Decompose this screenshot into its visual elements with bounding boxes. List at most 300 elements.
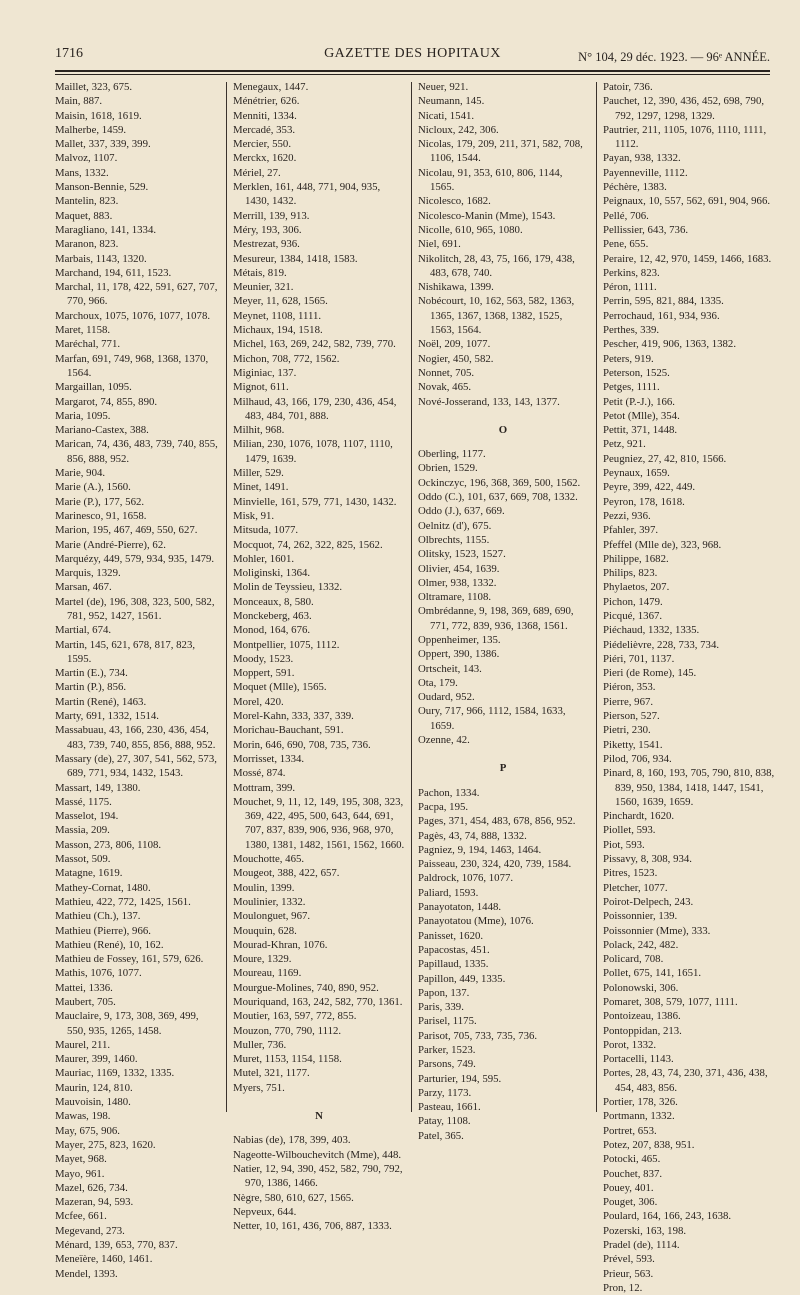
index-entry: Péron, 1111. (603, 281, 657, 294)
index-entry: Piéri, 701, 1137. (603, 652, 675, 665)
index-entry: Morel, 420. (233, 695, 284, 708)
index-entry: Prieur, 563. (603, 1267, 654, 1280)
index-entry: Obrien, 1529. (418, 462, 478, 475)
index-entry: Philippe, 1682. (603, 552, 669, 565)
index-entry: Pinard, 8, 160, 193, 705, 790, 810, 838, 839, 950, 1384, 1418, 1447, 1541, 1560, 1639, 1659. (603, 767, 775, 808)
index-entry: Oudard, 952. (418, 691, 475, 704)
index-entry: Misk, 91. (233, 509, 275, 522)
index-entry: Martial, 674. (55, 624, 112, 637)
header-rule (55, 70, 770, 72)
index-entry: Marchoux, 1075, 1076, 1077, 1078. (55, 309, 211, 322)
index-entry: Peyron, 178, 1618. (603, 495, 685, 508)
index-entry: Marquis, 1329. (55, 567, 121, 580)
index-entry: Martin (René), 1463. (55, 695, 147, 708)
issue-info: N° 104, 29 déc. 1923. — 96ᵉ ANNÉE. (578, 50, 770, 64)
index-entry: Maréchal, 771. (55, 338, 121, 351)
index-entry: Pfahler, 397. (603, 524, 659, 537)
index-entry: Michel, 163, 269, 242, 582, 739, 770. (233, 338, 396, 351)
index-entry: Mignot, 611. (233, 381, 289, 394)
index-entry: Petz, 921. (603, 438, 646, 451)
index-entry: Poissonnier, 139. (603, 910, 678, 923)
index-entry: Peyre, 399, 422, 449. (603, 481, 696, 494)
index-entry: Morichau-Bauchant, 591. (233, 724, 344, 737)
index-entry: Martin (E.), 734. (55, 667, 128, 680)
index-entry: Peugniez, 27, 42, 810, 1566. (603, 452, 727, 465)
index-entry: Mazeran, 94, 593. (55, 1196, 134, 1209)
index-entry: Milhaud, 43, 166, 179, 230, 436, 454, 483, 484, 701, 888. (233, 395, 397, 422)
index-entry: Nageotte-Wilbouchevitch (Mme), 448. (233, 1148, 402, 1161)
index-entry: Peterson, 1525. (603, 366, 670, 379)
page-header (55, 40, 770, 66)
index-entry: Mottram, 399. (233, 781, 296, 794)
index-column-1 (55, 80, 220, 1281)
index-entry: Piédelièvre, 228, 733, 734. (603, 638, 720, 651)
index-entry: Ménard, 139, 653, 770, 837. (55, 1239, 178, 1252)
index-entry: Méry, 193, 306. (233, 223, 302, 236)
index-entry: Papon, 137. (418, 986, 470, 999)
index-entry: Menniti, 1334. (233, 109, 297, 122)
index-entry: Novak, 465. (418, 381, 472, 394)
index-entry: Portacelli, 1143. (603, 1053, 674, 1066)
index-entry: Maisin, 1618, 1619. (55, 109, 142, 122)
index-entry: Mawas, 198. (55, 1110, 111, 1123)
index-entry: Petit (P.-J.), 166. (603, 395, 675, 408)
index-entry: Moure, 1329. (233, 953, 292, 966)
index-entry: Mutel, 321, 1177. (233, 1067, 310, 1080)
index-entry: Paris, 339. (418, 1001, 464, 1014)
index-entry: Mathis, 1076, 1077. (55, 967, 142, 980)
index-entry: Mans, 1332. (55, 166, 109, 179)
index-entry: Poissonnier (Mme), 333. (603, 924, 711, 937)
index-entry: Meneïère, 1460, 1461. (55, 1253, 153, 1266)
index-entry: Molin de Teyssieu, 1332. (233, 581, 343, 594)
index-entry: Potez, 207, 838, 951. (603, 1138, 695, 1151)
index-entry: Massia, 209. (55, 824, 110, 837)
index-entry: Massot, 509. (55, 853, 111, 866)
index-entry: Muret, 1153, 1154, 1158. (233, 1053, 342, 1066)
index-entry: Perrin, 595, 821, 884, 1335. (603, 295, 724, 308)
index-entry: Nicati, 1541. (418, 109, 475, 122)
index-entry: Pieri (de Rome), 145. (603, 667, 697, 680)
index-entry: Minet, 1491. (233, 481, 289, 494)
index-entry: Massary (de), 27, 307, 541, 562, 573, 689, 771, 934, 1432, 1543. (55, 752, 217, 780)
index-entry: Merklen, 161, 448, 771, 904, 935, 1430, 1432. (233, 181, 381, 208)
index-entry: Montpellier, 1075, 1112. (233, 638, 340, 651)
index-entry: Oberling, 1177. (418, 448, 486, 461)
index-entry: Mourad-Khran, 1076. (233, 938, 328, 951)
index-entry: Patel, 365. (418, 1129, 464, 1142)
index-entry: Mériel, 27. (233, 166, 281, 179)
index-entry: Mouchet, 9, 11, 12, 149, 195, 308, 323, 369, 422, 495, 500, 643, 644, 691, 707, 837, 839, 906, 936, 968, 970, 1380, 1381, 1482, 1561, 1562, 1660. (233, 795, 405, 851)
index-entry: Martin (P.), 856. (55, 681, 127, 694)
index-entry: Monod, 164, 676. (233, 624, 311, 637)
index-entry: Pages, 371, 454, 483, 678, 856, 952. (418, 815, 576, 828)
index-entry: Michon, 708, 772, 1562. (233, 352, 340, 365)
index-entry: Pouchet, 837. (603, 1167, 663, 1180)
index-entry: Pietri, 230. (603, 724, 651, 737)
index-entry: Meyer, 11, 628, 1565. (233, 295, 328, 308)
index-entry: Paliard, 1593. (418, 886, 479, 899)
column-divider (596, 82, 597, 1112)
index-entry: Massabuau, 43, 166, 230, 436, 454, 483, 739, 740, 855, 856, 888, 952. (55, 724, 216, 751)
index-entry: Mallet, 337, 339, 399. (55, 138, 151, 151)
index-entry: Pouget, 306. (603, 1196, 658, 1209)
index-entry: Pierson, 527. (603, 710, 660, 723)
index-entry: May, 675, 906. (55, 1124, 120, 1137)
index-entry: Morrisset, 1334. (233, 752, 305, 765)
index-entry: Petot (Mlle), 354. (603, 409, 680, 422)
index-entry: Nabias (de), 178, 399, 403. (233, 1134, 351, 1147)
index-entry: Policard, 708. (603, 953, 664, 966)
index-entry: Marie, 904. (55, 467, 106, 480)
index-entry: Parzy, 1173. (418, 1086, 472, 1099)
index-entry: Parturier, 194, 595. (418, 1072, 502, 1085)
index-entry: Nikolitch, 28, 43, 75, 166, 179, 438, 483, 678, 740. (418, 252, 575, 279)
index-entry: Monceaux, 8, 580. (233, 595, 314, 608)
index-entry: Potocki, 465. (603, 1153, 661, 1166)
index-entry: Maranon, 823. (55, 238, 119, 251)
index-entry: Mitsuda, 1077. (233, 524, 299, 537)
index-entry: Netter, 10, 161, 436, 706, 887, 1333. (233, 1220, 392, 1233)
index-entry: Marie (A.), 1560. (55, 481, 131, 494)
index-entry: Papacostas, 451. (418, 943, 490, 956)
index-entry: Panayotatou (Mme), 1076. (418, 915, 534, 928)
index-entry: Pron, 12. (603, 1281, 643, 1294)
index-entry: Nicolle, 610, 965, 1080. (418, 223, 523, 236)
index-entry: Polack, 242, 482. (603, 938, 679, 951)
index-entry: Prével, 593. (603, 1253, 655, 1266)
index-entry: Nicolesco, 1682. (418, 195, 491, 208)
index-entry: Mathieu, 422, 772, 1425, 1561. (55, 895, 191, 908)
index-entry: Mayo, 961. (55, 1167, 105, 1180)
index-entry: Poulard, 164, 166, 243, 1638. (603, 1210, 732, 1223)
index-entry: Pletcher, 1077. (603, 881, 668, 894)
index-entry: Pellé, 706. (603, 209, 649, 222)
index-entry: Nicolas, 179, 209, 211, 371, 582, 708, 1106, 1544. (418, 138, 583, 165)
index-entry: Maragliano, 141, 1334. (55, 223, 157, 236)
index-entry: Nicolesco-Manin (Mme), 1543. (418, 209, 556, 222)
index-entry: Pagès, 43, 74, 888, 1332. (418, 829, 527, 842)
index-entry: Neuer, 921. (418, 81, 469, 93)
index-entry: Nègre, 580, 610, 627, 1565. (233, 1191, 354, 1204)
index-entry: Pierre, 967. (603, 695, 654, 708)
index-entry: Pagniez, 9, 194, 1463, 1464. (418, 843, 542, 856)
index-entry: Nicloux, 242, 306. (418, 123, 499, 136)
index-entry: Marty, 691, 1332, 1514. (55, 710, 159, 723)
index-entry: Parisel, 1175. (418, 1015, 477, 1028)
index-entry: Massart, 149, 1380. (55, 781, 141, 794)
index-entry: Martin, 145, 621, 678, 817, 823, 1595. (55, 638, 196, 665)
index-entry: Natier, 12, 94, 390, 452, 582, 790, 792, 970, 1386, 1466. (233, 1162, 403, 1190)
index-entry: Olbrechts, 1155. (418, 533, 490, 546)
index-entry: Patay, 1108. (418, 1115, 471, 1128)
index-entry: Mendel, 1393. (55, 1267, 118, 1280)
index-entry: Mocquot, 74, 262, 322, 825, 1562. (233, 538, 383, 551)
index-entry: Martel (de), 196, 308, 323, 500, 582, 781, 952, 1427, 1561. (55, 595, 215, 622)
index-entry: Olmer, 938, 1332. (418, 576, 497, 589)
index-entry: Portier, 178, 326. (603, 1096, 678, 1109)
index-entry: Maurin, 124, 810. (55, 1081, 133, 1094)
index-entry: Panayotaton, 1448. (418, 901, 502, 914)
index-column-4 (603, 80, 778, 1295)
index-entry: Ozenne, 42. (418, 734, 470, 747)
column-divider (411, 82, 412, 1112)
index-entry: Mougeot, 388, 422, 657. (233, 867, 340, 880)
index-entry: Oury, 717, 966, 1112, 1584, 1633, 1659. (418, 705, 566, 732)
index-entry: Pauchet, 12, 390, 436, 452, 698, 790, 792, 1297, 1298, 1329. (603, 95, 765, 122)
index-entry: Mouchotte, 465. (233, 853, 305, 866)
index-entry: Nepveux, 644. (233, 1205, 297, 1218)
index-entry: Moliginski, 1364. (233, 567, 311, 580)
index-entry: Mouquin, 628. (233, 924, 297, 937)
index-column-3 (418, 80, 588, 1143)
index-entry: Oelnitz (d'), 675. (418, 519, 492, 532)
index-entry: Marinesco, 91, 1658. (55, 509, 147, 522)
index-entry: Pellissier, 643, 736. (603, 223, 689, 236)
index-entry: Myers, 751. (233, 1081, 285, 1094)
index-entry: Nonnet, 705. (418, 366, 475, 379)
index-entry: Pachon, 1334. (418, 786, 480, 799)
index-entry: Mercadé, 353. (233, 123, 296, 136)
index-entry: Parker, 1523. (418, 1044, 476, 1056)
index-entry: Michaux, 194, 1518. (233, 324, 323, 337)
index-entry: Pollet, 675, 141, 1651. (603, 967, 702, 980)
index-entry: Papillon, 449, 1335. (418, 972, 506, 985)
index-entry: Mohler, 1601. (233, 552, 295, 565)
index-entry: Masselot, 194. (55, 810, 119, 823)
index-entry: Morin, 646, 690, 708, 735, 736. (233, 738, 371, 751)
index-entry: Mathieu de Fossey, 161, 579, 626. (55, 953, 204, 966)
index-entry: Pilod, 706, 934. (603, 752, 672, 765)
index-entry: Oppenheimer, 135. (418, 633, 501, 646)
index-entry: Portret, 653. (603, 1124, 657, 1137)
index-entry: Marie (André-Pierre), 62. (55, 538, 166, 551)
index-entry: Marchand, 194, 611, 1523. (55, 266, 172, 279)
index-entry: Oppert, 390, 1386. (418, 648, 500, 661)
index-entry: Megevand, 273. (55, 1224, 125, 1237)
index-entry: Oltramare, 1108. (418, 591, 492, 604)
index-entry: Patoir, 736. (603, 81, 653, 93)
index-entry: Mathieu (René), 10, 162. (55, 938, 164, 951)
index-entry: Pontoizeau, 1386. (603, 1010, 681, 1023)
index-entry: Pacpa, 195. (418, 800, 469, 813)
index-entry: Maurer, 399, 1460. (55, 1053, 138, 1066)
index-entry: Payenneville, 1112. (603, 166, 688, 179)
index-entry: Peynaux, 1659. (603, 467, 670, 480)
index-entry: Piot, 593. (603, 838, 645, 851)
index-entry: Pradel (de), 1114. (603, 1239, 680, 1252)
index-entry: Ombrédanne, 9, 198, 369, 689, 690, 771, 772, 839, 936, 1368, 1561. (418, 605, 574, 632)
index-entry: Pinchardt, 1620. (603, 810, 675, 823)
index-entry: Maurel, 211. (55, 1038, 111, 1051)
index-entry: Ockinczyc, 196, 368, 369, 500, 1562. (418, 476, 581, 489)
index-entry: Portmann, 1332. (603, 1110, 675, 1123)
index-entry: Phylaetos, 207. (603, 581, 670, 594)
index-entry: Monckeberg, 463. (233, 609, 312, 622)
journal-title: GAZETTE DES HOPITAUX (324, 46, 501, 61)
index-entry: Moutier, 163, 597, 772, 855. (233, 1010, 357, 1023)
index-entry: Marbais, 1143, 1320. (55, 252, 147, 265)
index-entry: Paisseau, 230, 324, 420, 739, 1584. (418, 858, 572, 871)
index-entry: Mauriac, 1169, 1332, 1335. (55, 1067, 175, 1080)
index-entry: Parsons, 749. (418, 1058, 476, 1071)
index-entry: Pitres, 1523. (603, 867, 658, 880)
index-entry: Main, 887. (55, 95, 103, 108)
index-entry: Niel, 691. (418, 238, 461, 251)
index-entry: Panisset, 1620. (418, 929, 484, 942)
index-entry: Marsan, 467. (55, 581, 112, 594)
index-entry: Pichon, 1479. (603, 595, 663, 608)
index-entry: Oddo (J.), 637, 669. (418, 505, 505, 518)
index-entry: Matagne, 1619. (55, 867, 123, 880)
index-entry: Payan, 938, 1332. (603, 152, 681, 165)
index-entry: Piéron, 353. (603, 681, 656, 694)
index-entry: Peraire, 12, 42, 970, 1459, 1466, 1683. (603, 252, 772, 265)
index-entry: Merckx, 1620. (233, 152, 297, 165)
index-entry: Peignaux, 10, 557, 562, 691, 904, 966. (603, 195, 771, 208)
index-entry: Pozerski, 163, 198. (603, 1224, 687, 1237)
index-entry: Paldrock, 1076, 1077. (418, 872, 514, 885)
index-entry: Philips, 823. (603, 567, 658, 580)
index-entry: Moulin, 1399. (233, 881, 295, 894)
index-entry: Meynet, 1108, 1111. (233, 309, 322, 322)
index-entry: Olivier, 454, 1639. (418, 562, 500, 575)
index-entry: Margarot, 74, 855, 890. (55, 395, 158, 408)
index-entry: Piketty, 1541. (603, 738, 663, 751)
index-entry: Pezzi, 936. (603, 509, 651, 522)
index-entry: Maria, 1095. (55, 409, 111, 422)
index-entry: Milian, 230, 1076, 1078, 1107, 1110, 1479, 1639. (233, 438, 393, 465)
index-entry: Ménétrier, 626. (233, 95, 300, 108)
index-entry: Neumann, 145. (418, 95, 485, 108)
index-entry: Mourgue-Molines, 740, 890, 952. (233, 981, 379, 994)
index-entry: Mayer, 275, 823, 1620. (55, 1138, 156, 1151)
index-entry: Mestrezat, 936. (233, 238, 300, 251)
index-entry: Merrill, 139, 913. (233, 209, 310, 222)
index-entry: Noël, 209, 1077. (418, 338, 491, 351)
index-entry: Portes, 28, 43, 74, 230, 371, 436, 438, 454, 483, 856. (603, 1067, 768, 1094)
index-entry: Malvoz, 1107. (55, 152, 118, 165)
index-entry: Moquet (Mlle), 1565. (233, 681, 327, 694)
index-entry: Mantelin, 823. (55, 195, 119, 208)
index-entry: Pautrier, 211, 1105, 1076, 1110, 1111, 1112. (603, 123, 767, 151)
index-entry: Perrochaud, 161, 934, 936. (603, 309, 720, 322)
index-entry: Moppert, 591. (233, 667, 295, 680)
index-entry: Malherbe, 1459. (55, 123, 127, 136)
index-entry: Mcfee, 661. (55, 1210, 107, 1223)
index-entry: Peters, 919. (603, 352, 654, 365)
index-entry: Nicolau, 91, 353, 610, 806, 1144, 1565. (418, 166, 563, 194)
index-entry: Mouriquand, 163, 242, 582, 770, 1361. (233, 996, 403, 1008)
index-entry: Pasteau, 1661. (418, 1101, 481, 1114)
index-entry: Maret, 1158. (55, 324, 111, 337)
index-entry: Mattei, 1336. (55, 981, 113, 994)
index-entry: Minvielle, 161, 579, 771, 1430, 1432. (233, 495, 397, 508)
index-entry: Miller, 529. (233, 467, 284, 480)
index-entry: Menegaux, 1447. (233, 81, 309, 93)
index-entry: Marquézy, 449, 579, 934, 935, 1479. (55, 552, 215, 565)
index-entry: Piollet, 593. (603, 824, 656, 837)
index-entry: Marion, 195, 467, 469, 550, 627. (55, 524, 198, 537)
index-entry: Pettit, 371, 1448. (603, 424, 678, 437)
index-entry: Mouzon, 770, 790, 1112. (233, 1024, 342, 1037)
index-entry: Manson-Bennie, 529. (55, 181, 149, 194)
index-entry: Porot, 1332. (603, 1038, 657, 1051)
index-entry: Pomaret, 308, 579, 1077, 1111. (603, 996, 738, 1008)
index-entry: Pfeffel (Mlle de), 323, 968. (603, 538, 722, 551)
index-entry: Papillaud, 1335. (418, 958, 489, 971)
index-entry: Mathieu (Ch.), 137. (55, 910, 141, 923)
index-entry: Marfan, 691, 749, 968, 1368, 1370, 1564. (55, 352, 209, 379)
index-entry: Mariano-Castex, 388. (55, 424, 149, 437)
index-column-2 (233, 80, 405, 1233)
index-entry: Mesureur, 1384, 1418, 1583. (233, 252, 358, 265)
index-entry: Moody, 1523. (233, 652, 294, 665)
index-entry: Mercier, 550. (233, 138, 292, 151)
index-entry: Marie (P.), 177, 562. (55, 495, 145, 508)
index-entry: Marchal, 11, 178, 422, 591, 627, 707, 770, 966. (55, 281, 218, 308)
index-entry: Ota, 179. (418, 676, 458, 689)
index-entry: Picqué, 1367. (603, 609, 663, 622)
index-entry: Olitsky, 1523, 1527. (418, 548, 506, 561)
index-entry: Maubert, 705. (55, 996, 116, 1008)
index-entry: Métais, 819. (233, 266, 287, 279)
index-entry: Mazel, 626, 734. (55, 1181, 128, 1194)
index-entry: Marican, 74, 436, 483, 739, 740, 855, 856, 888, 952. (55, 438, 218, 465)
column-divider (226, 82, 227, 1112)
index-entry: Moureau, 1169. (233, 967, 302, 980)
index-entry: Parisot, 705, 733, 735, 736. (418, 1029, 538, 1042)
index-entry: Perkins, 823. (603, 266, 660, 279)
index-entry: Nogier, 450, 582. (418, 352, 494, 365)
index-entry: Milhit, 968. (233, 424, 285, 437)
index-entry: Pontoppidan, 213. (603, 1024, 682, 1037)
index-entry: Poirot-Delpech, 243. (603, 895, 694, 908)
header-rule-thin (55, 74, 770, 75)
index-entry: Oddo (C.), 101, 637, 669, 708, 1332. (418, 491, 578, 504)
index-entry: Pouey, 401. (603, 1181, 654, 1194)
index-entry: Morel-Kahn, 333, 337, 339. (233, 710, 354, 723)
section-letter: P (499, 762, 507, 775)
index-entry: Meunier, 321. (233, 281, 294, 294)
index-entry: Maillet, 323, 675. (55, 81, 133, 93)
index-entry: Ortscheit, 143. (418, 662, 482, 675)
index-entry: Pissavy, 8, 308, 934. (603, 853, 692, 866)
index-entry: Piéchaud, 1332, 1335. (603, 624, 700, 637)
index-entry: Mossé, 874. (233, 767, 286, 780)
index-entry: Maquet, 883. (55, 209, 113, 222)
index-entry: Mayet, 968. (55, 1153, 107, 1166)
index-entry: Margaillan, 1095. (55, 381, 132, 394)
index-entry: Mauvoisin, 1480. (55, 1096, 131, 1109)
index-entry: Moulonguet, 967. (233, 910, 311, 923)
section-letter: N (315, 1110, 323, 1123)
index-entry: Nobécourt, 10, 162, 563, 582, 1363, 1365, 1367, 1368, 1382, 1525, 1563, 1564. (418, 295, 575, 337)
index-entry: Mathey-Cornat, 1480. (55, 881, 151, 894)
index-entry: Masson, 273, 806, 1108. (55, 838, 162, 851)
page-number: 1716 (55, 46, 83, 61)
index-entry: Pene, 655. (603, 238, 649, 251)
index-entry: Nishikawa, 1399. (418, 281, 494, 294)
index-entry: Mauclaire, 9, 173, 308, 369, 499, 550, 935, 1265, 1458. (55, 1010, 199, 1037)
index-entry: Muller, 736. (233, 1038, 287, 1051)
index-entry: Pescher, 419, 906, 1363, 1382. (603, 338, 737, 351)
index-entry: Petges, 1111. (603, 381, 660, 394)
index-entry: Péchère, 1383. (603, 181, 667, 194)
index-entry: Nové-Josserand, 133, 143, 1377. (418, 395, 560, 408)
index-entry: Massé, 1175. (55, 795, 112, 808)
index-entry: Perthes, 339. (603, 324, 660, 337)
